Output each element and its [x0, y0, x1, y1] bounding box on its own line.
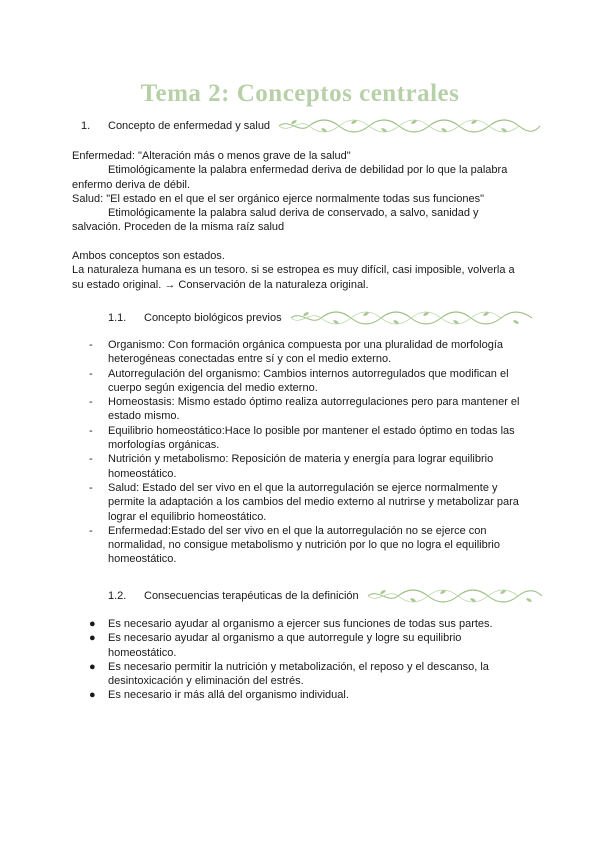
- page-title: Tema 2: Conceptos centrales: [140, 80, 460, 107]
- section-title: Concepto de enfermedad y salud: [108, 119, 271, 132]
- definition-text: salvación. Proceden de la misma raíz salud: [72, 221, 285, 234]
- vine-ornament-icon: [289, 310, 534, 326]
- bullet-marker: ●: [89, 618, 96, 630]
- dash-marker: -: [89, 396, 93, 409]
- definition-text: Etimológicamente la palabra salud deriva de conservado, a salvo, sanidad y: [108, 207, 479, 220]
- paragraph-line: su estado original. → Conservación de la naturaleza original.: [72, 278, 369, 291]
- dash-marker: -: [89, 524, 93, 537]
- list-item: - Autorregulación del organismo: Cambios internos autorregulados que modifican el cuerpo según exigencia del medio externo.: [89, 367, 509, 394]
- list-item: - Equilibrio homeostático:Hace lo posible por mantener el estado óptimo en todas las morfologías orgánicas.: [89, 424, 515, 452]
- definition-text: enfermo deriva de débil.: [72, 178, 191, 191]
- definition-enfermedad: Enfermedad: "Alteración más o menos grave de la salud": [72, 150, 351, 162]
- section-number: 1.1.: [108, 311, 127, 324]
- dash-marker: -: [89, 453, 93, 466]
- dash-marker: -: [89, 339, 93, 351]
- definition-salud: Salud: "El estado en el que el ser orgánico ejerce normalmente todas sus funciones": [72, 192, 484, 205]
- list-item: - Nutrición y metabolismo: Reposición de materia y energía para lograr equilibrio homeostático.: [89, 453, 494, 480]
- consequences-list: [89, 617, 529, 703]
- paragraph-line: Ambos conceptos son estados.: [72, 250, 225, 262]
- list-item: - Enfermedad:Estado del ser vivo en el que la autorregulación no se ejerce con normalidad, no consigue metabolismo y nutrición por lo que no logra el equilibrio homeostático.: [89, 524, 500, 566]
- list-item: - Organismo: Con formación orgánica compuesta por una pluralidad de morfología heterogéneas conectadas entre sí y con el medio externo.: [89, 339, 503, 366]
- paragraph-line: La naturaleza humana es un tesoro. si se estropea es muy difícil, casi imposible, volverla a: [72, 264, 515, 277]
- list-item: ● Es necesario permitir la nutrición y metabolización, el reposo y el descanso, la desintoxicación y eliminación del estrés.: [89, 660, 489, 688]
- vine-ornament-icon: [277, 118, 542, 134]
- bullet-marker: ●: [89, 632, 96, 645]
- section-title: Consecuencias terapéuticas de la definición: [144, 589, 359, 602]
- bullet-marker: ●: [89, 660, 96, 673]
- concepts-list: [89, 338, 529, 567]
- definition-text: Etimológicamente la palabra enfermedad deriva de debilidad por lo que la palabra: [108, 164, 508, 177]
- dash-marker: -: [89, 481, 93, 494]
- dash-marker: -: [89, 424, 93, 437]
- bullet-marker: ●: [89, 689, 96, 702]
- intro-paragraph: [72, 249, 532, 292]
- section-number: 1.: [81, 119, 91, 132]
- definitions-block: [72, 149, 532, 235]
- list-item: - Salud: Estado del ser vivo en el que la autorregulación se ejerce normalmente y permite la adaptación a los cambios del medio externo al nutrirse y metabolizar para lograr el equilibrio homeostático.: [89, 481, 519, 523]
- list-item: ● Es necesario ir más allá del organismo individual.: [89, 689, 349, 702]
- list-item: - Homeostasis: Mismo estado óptimo realiza autorregulaciones pero para mantener el estado mismo.: [89, 396, 520, 423]
- section-1-2-heading: [108, 588, 548, 602]
- list-item: ● Es necesario ayudar al organismo a ejercer sus funciones de todas sus partes.: [89, 618, 493, 630]
- section-1-heading: [81, 118, 561, 132]
- dash-marker: -: [89, 367, 93, 380]
- vine-ornament-icon: [366, 588, 544, 604]
- list-item: ● Es necesario ayudar al organismo a que autorregule y logre su equilibrio homeostático.: [89, 632, 462, 659]
- section-number: 1.2.: [108, 589, 127, 602]
- section-title: Concepto biológicos previos: [144, 311, 282, 324]
- section-1-1-heading: [108, 310, 548, 324]
